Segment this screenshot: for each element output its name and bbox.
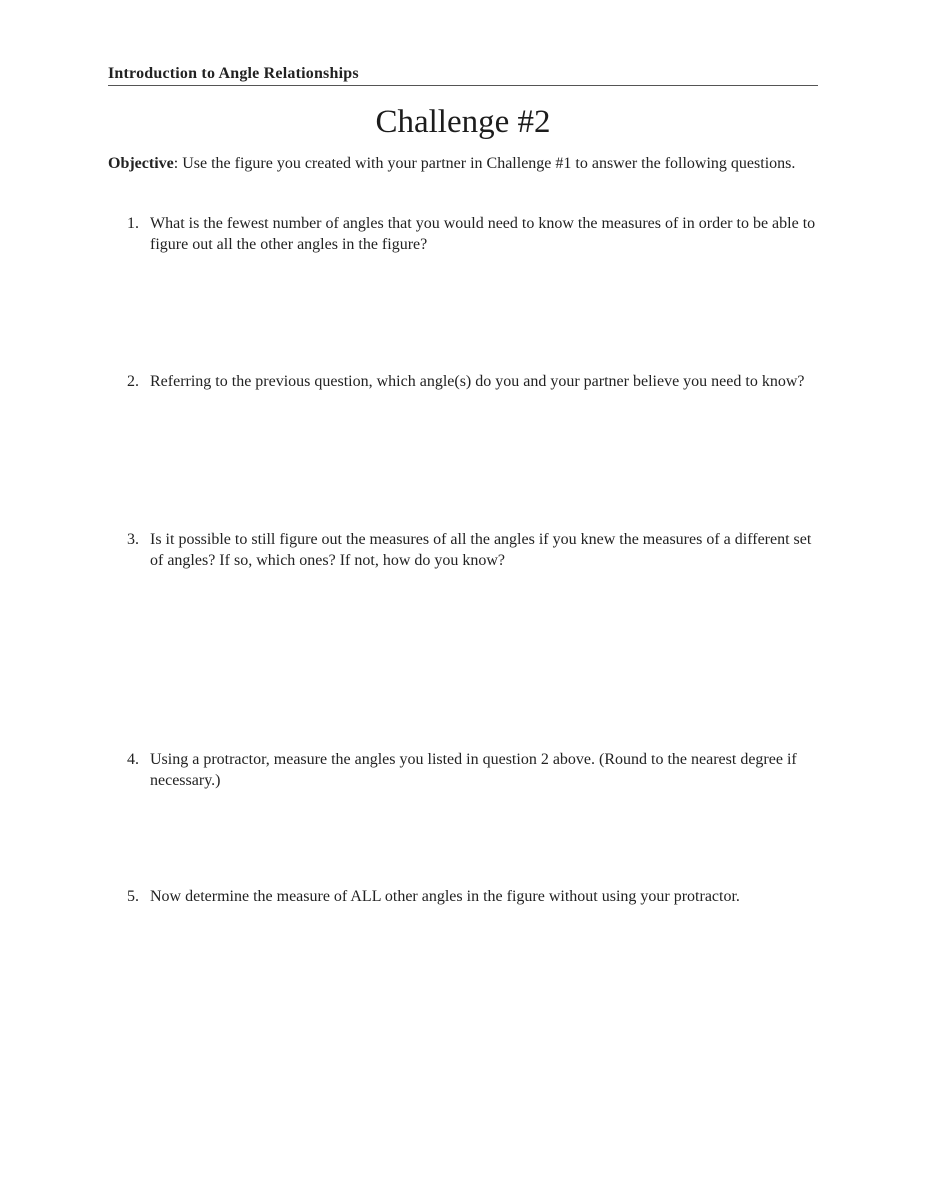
objective-text: : Use the figure you created with your partner in Challenge #1 to answer the following questions.: [173, 155, 796, 172]
page-title: Challenge #2: [375, 104, 551, 140]
objective-label: Objective: [108, 155, 174, 172]
worksheet-page: [108, 64, 818, 174]
question-1: [108, 213, 818, 255]
question-text: Is it possible to still figure out the measures of all the angles if you knew the measures of a different set of angles? If so, which ones? If not, how do you know?: [150, 531, 812, 569]
question-text: Referring to the previous question, which angle(s) do you and your partner believe you need to know?: [150, 373, 805, 390]
objective-paragraph: [108, 153, 818, 174]
question-5: [108, 886, 818, 907]
question-text: Using a protractor, measure the angles you listed in question 2 above. (Round to the nearest degree if necessary.): [150, 751, 797, 789]
running-header: Introduction to Angle Relationships: [108, 64, 818, 86]
question-number: 3.: [127, 531, 139, 548]
question-text: What is the fewest number of angles that you would need to know the measures of in order to be able to figure out all the other angles in the figure?: [150, 215, 816, 253]
question-number: 4.: [127, 751, 139, 768]
question-number: 2.: [127, 373, 139, 390]
question-number: 5.: [127, 888, 139, 905]
question-3: [108, 529, 818, 571]
question-4: [108, 749, 818, 791]
question-text: Now determine the measure of ALL other angles in the figure without using your protractor.: [150, 888, 740, 905]
question-2: [108, 371, 818, 392]
question-number: 1.: [127, 215, 139, 232]
